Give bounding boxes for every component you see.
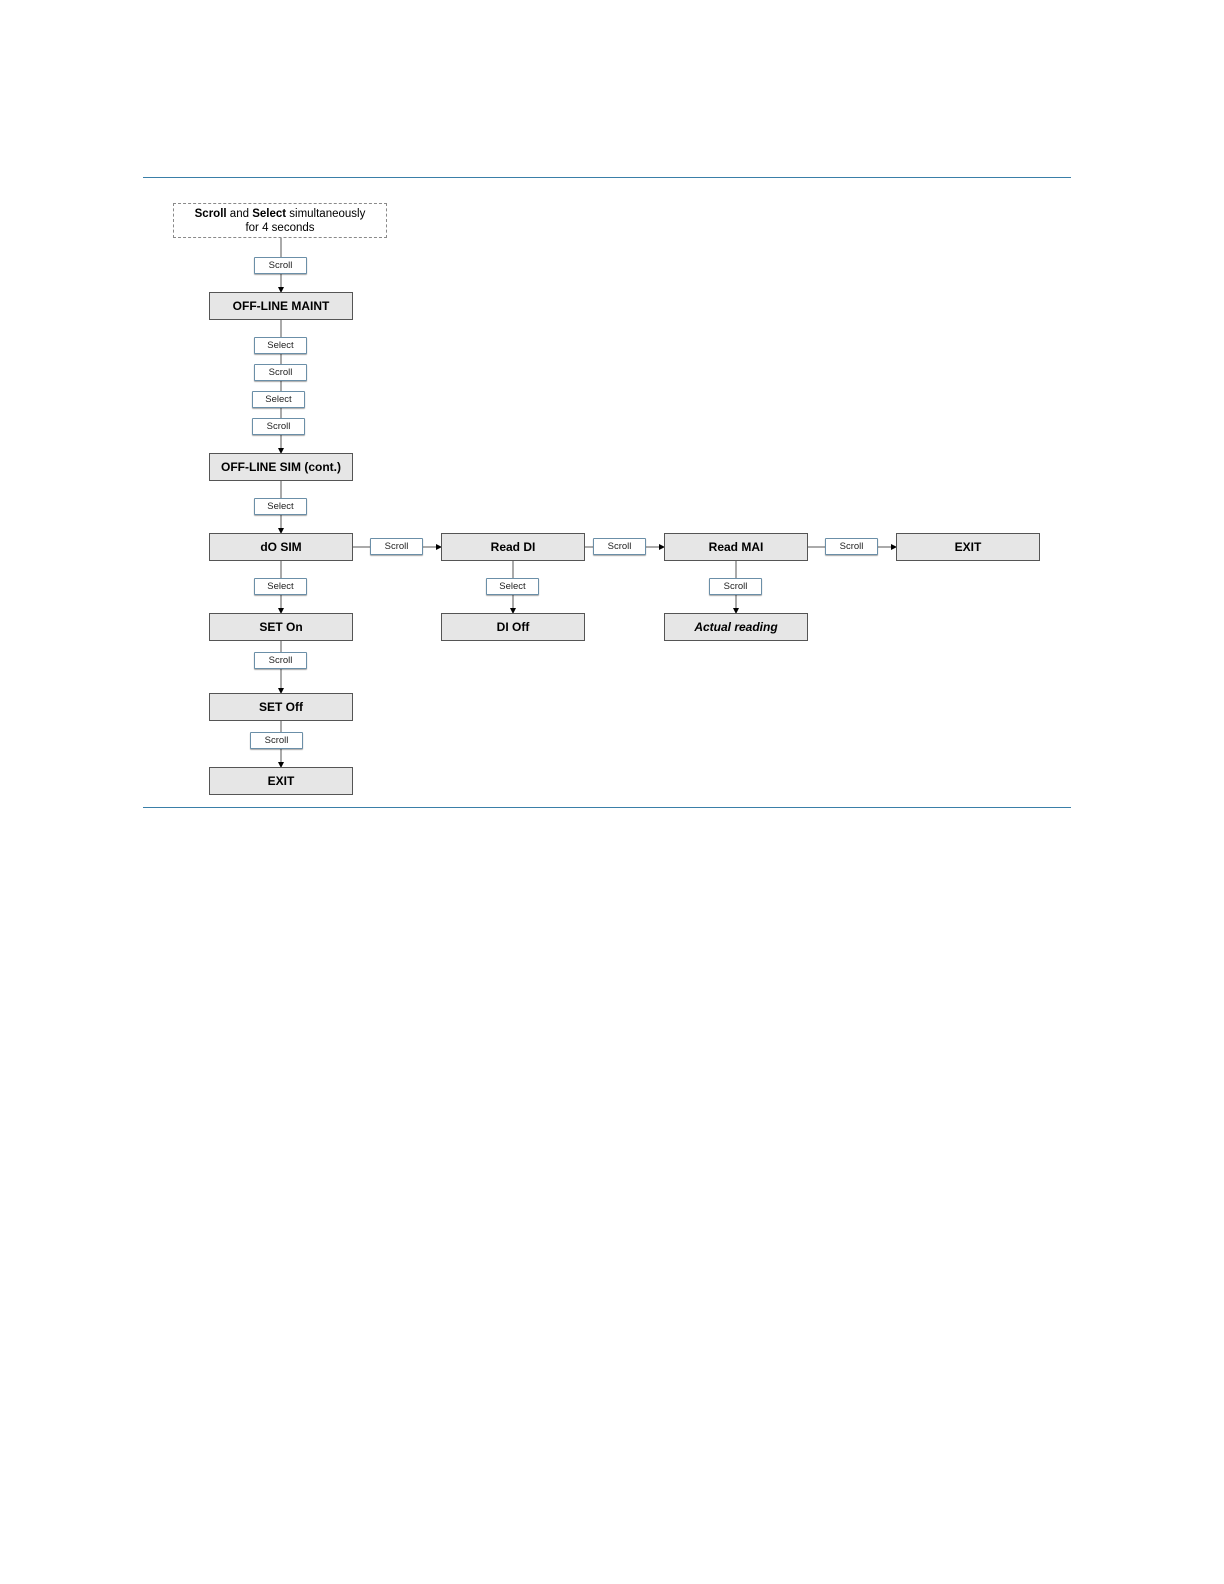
key-select-button: Select <box>252 391 305 408</box>
node-set-on: SET On <box>209 613 353 641</box>
key-scroll-button: Scroll <box>709 578 762 595</box>
node-exit-right: EXIT <box>896 533 1040 561</box>
key-scroll-button: Scroll <box>250 732 303 749</box>
node-do-sim: dO SIM <box>209 533 353 561</box>
key-select-button: Select <box>486 578 539 595</box>
start-select-word: Select <box>252 208 287 220</box>
key-select-button: Select <box>254 498 307 515</box>
key-select-button: Select <box>254 578 307 595</box>
key-scroll-button: Scroll <box>254 364 307 381</box>
start-scroll-word: Scroll <box>194 208 227 220</box>
node-offline-sim: OFF-LINE SIM (cont.) <box>209 453 353 481</box>
node-exit-main: EXIT <box>209 767 353 795</box>
start-rest: simultaneously <box>286 208 366 220</box>
start-and-word: and <box>226 208 253 220</box>
node-di-off: DI Off <box>441 613 585 641</box>
node-read-di: Read DI <box>441 533 585 561</box>
start-instruction <box>173 203 387 238</box>
node-read-mai: Read MAI <box>664 533 808 561</box>
key-scroll-button: Scroll <box>593 538 646 555</box>
key-scroll-button: Scroll <box>252 418 305 435</box>
key-scroll-button: Scroll <box>370 538 423 555</box>
node-actual-reading: Actual reading <box>664 613 808 641</box>
node-offline-maint: OFF-LINE MAINT <box>209 292 353 320</box>
key-scroll-button: Scroll <box>254 652 307 669</box>
key-select-button: Select <box>254 337 307 354</box>
start-line2: for 4 seconds <box>245 222 315 234</box>
node-set-off: SET Off <box>209 693 353 721</box>
key-scroll-button: Scroll <box>254 257 307 274</box>
key-scroll-button: Scroll <box>825 538 878 555</box>
